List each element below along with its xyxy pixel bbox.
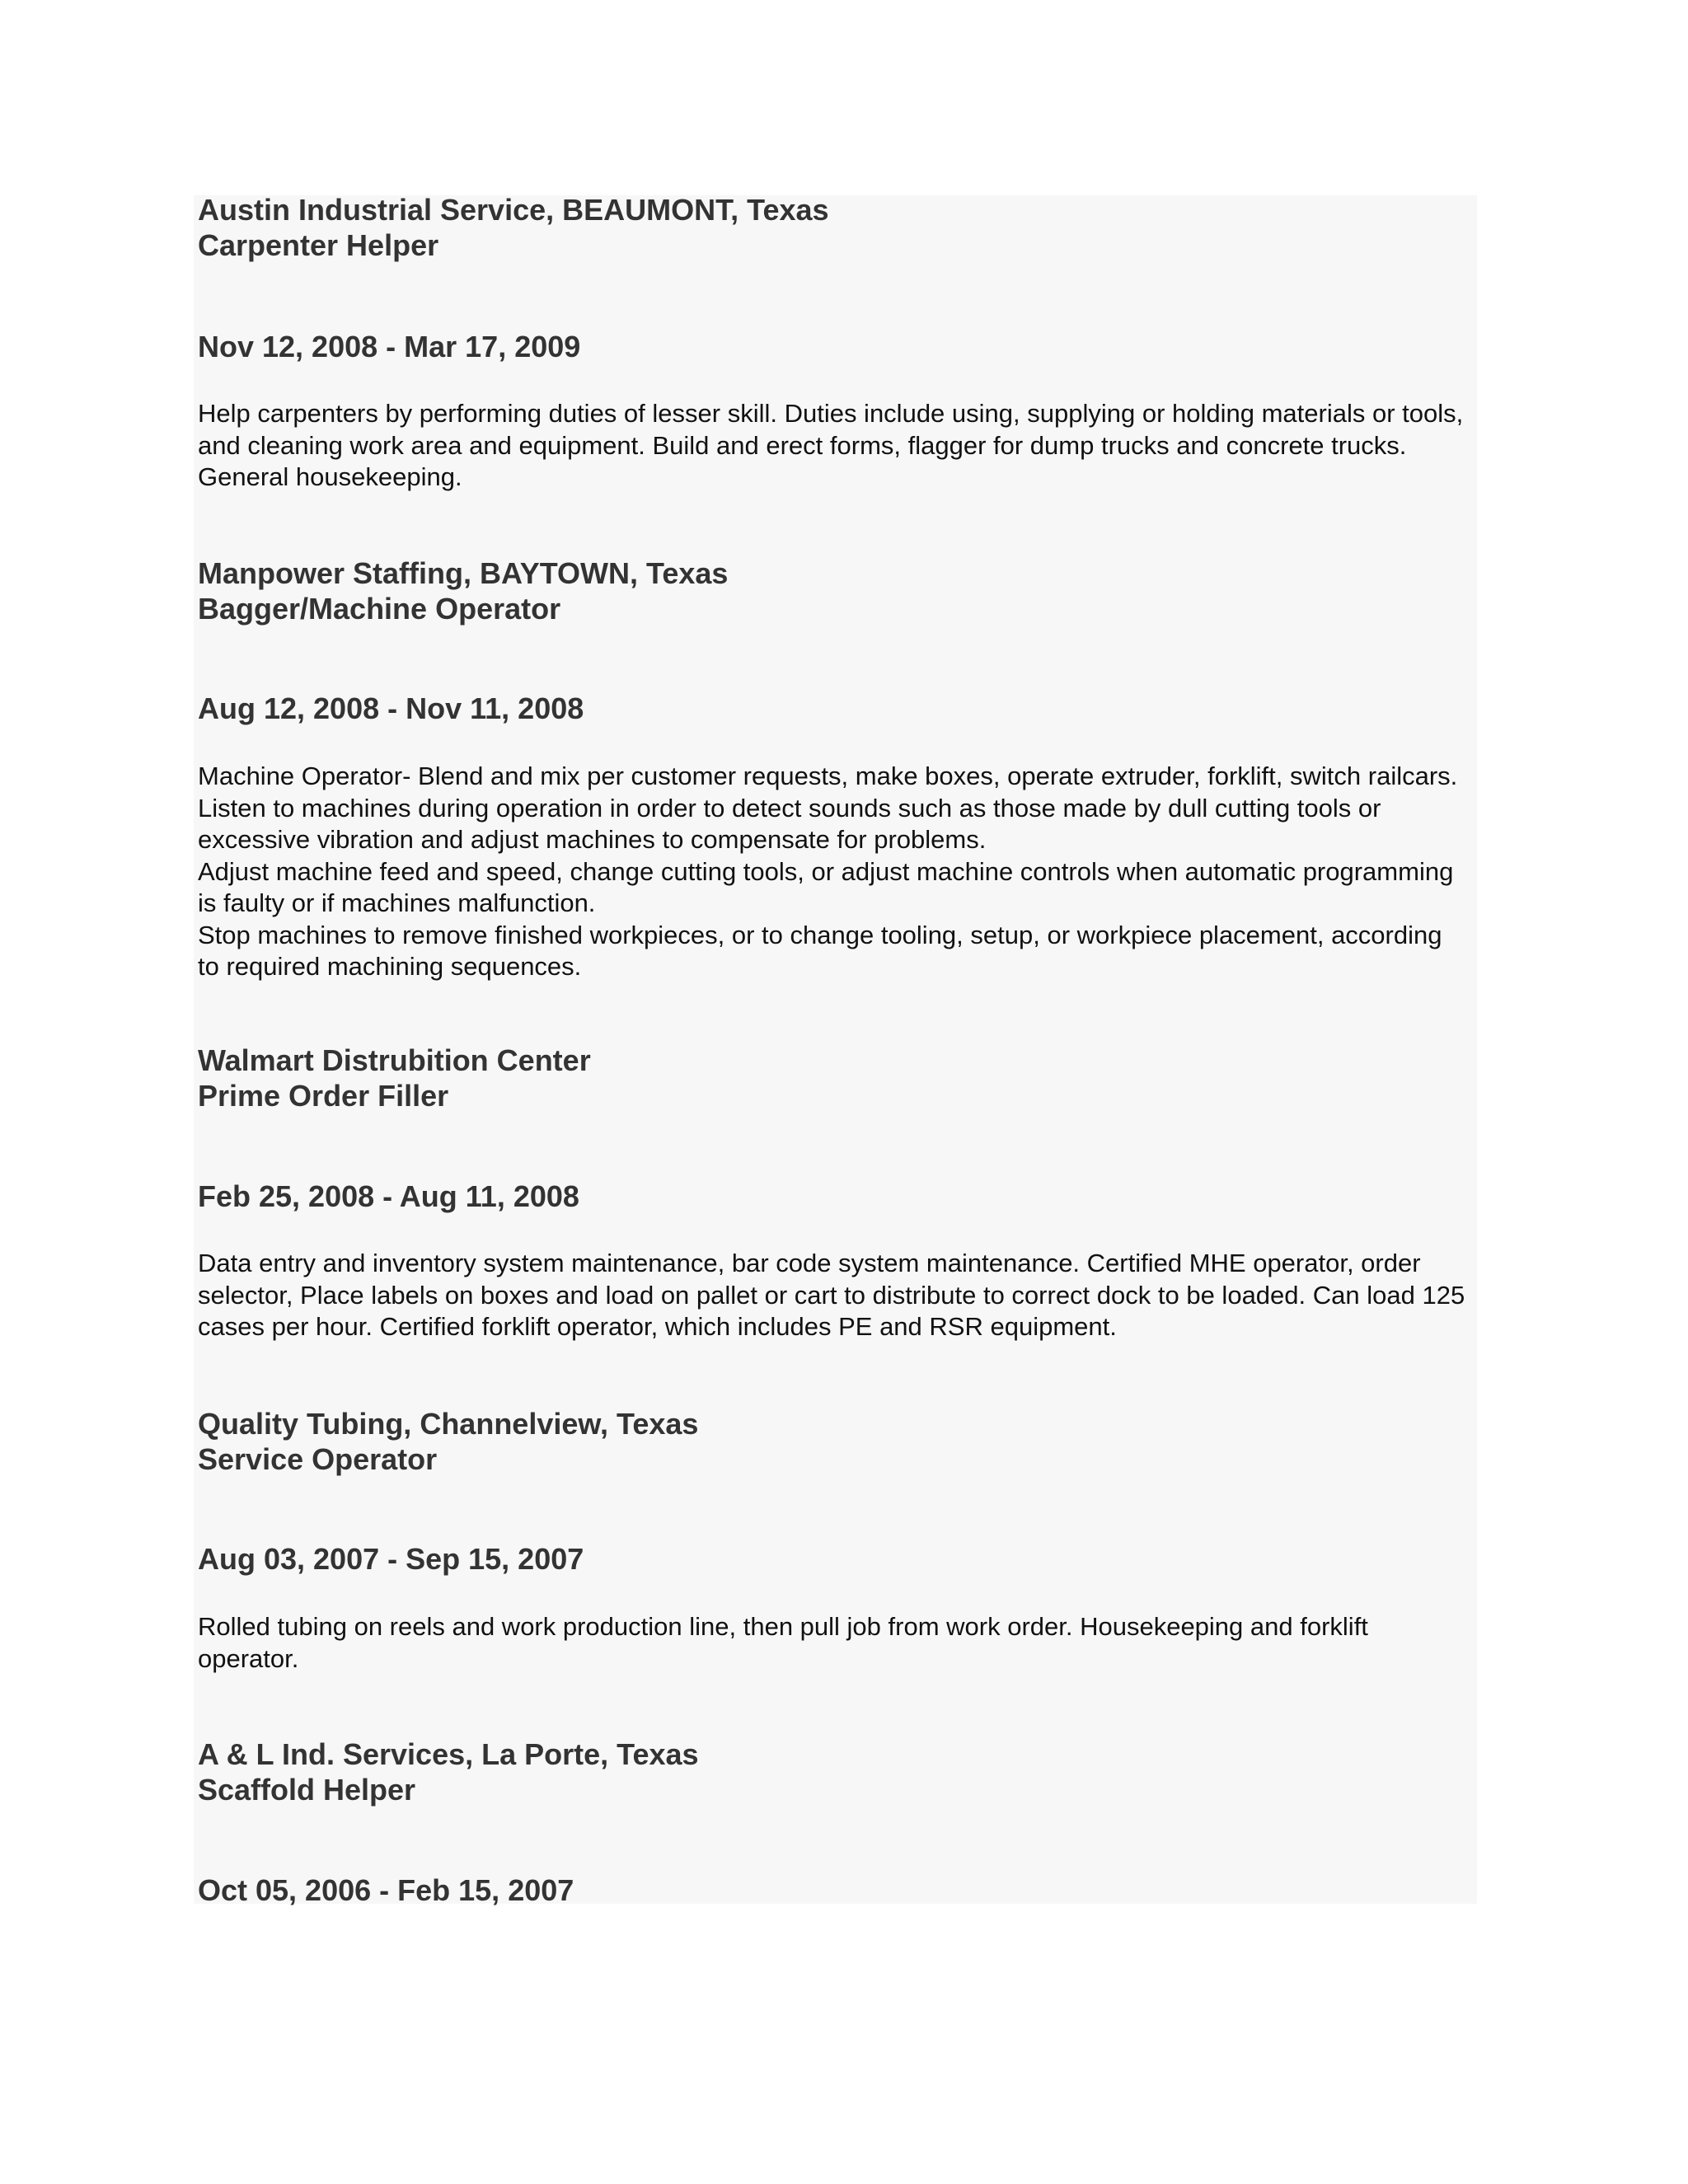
- job-company: A & L Ind. Services, La Porte, Texas: [198, 1737, 699, 1771]
- job-position: Service Operator: [198, 1442, 438, 1476]
- job-dates: Nov 12, 2008 - Mar 17, 2009: [198, 330, 581, 363]
- job-dates: Aug 12, 2008 - Nov 11, 2008: [198, 691, 584, 725]
- job-description: [198, 761, 1467, 983]
- job-position: Bagger/Machine Operator: [198, 592, 561, 626]
- job-entry-walmart: [198, 1043, 1467, 1341]
- job-description: [198, 1248, 1467, 1343]
- job-dates: Feb 25, 2008 - Aug 11, 2008: [198, 1179, 579, 1213]
- job-position: Carpenter Helper: [198, 228, 439, 262]
- job-description: [198, 1611, 1467, 1675]
- job-entry-al-ind-services: [198, 1736, 1467, 1907]
- job-position: Prime Order Filler: [198, 1079, 449, 1113]
- job-company: Manpower Staffing, BAYTOWN, Texas: [198, 556, 729, 590]
- job-company: Austin Industrial Service, BEAUMONT, Texas: [198, 193, 829, 227]
- job-company: Walmart Distrubition Center: [198, 1043, 591, 1077]
- job-dates: Oct 05, 2006 - Feb 15, 2007: [198, 1873, 574, 1907]
- job-company: Quality Tubing, Channelview, Texas: [198, 1407, 699, 1441]
- job-description-paragraph: Data entry and inventory system maintenance, bar code system maintenance. Certified MHE operator, order selector, Place labels on boxes and load on pallet or cart to distribute to correct dock to be loaded. Can load 125 cases per hour. Certified forklift operator, which includes PE and RSR equipment.: [198, 1249, 1465, 1341]
- job-description: [198, 398, 1467, 494]
- job-description-paragraph: Help carpenters by performing duties of lesser skill. Duties include using, supplying or holding materials or tools, and cleaning work area and equipment. Build and erect forms, flagger for dump trucks and concrete trucks. General housekeeping.: [198, 399, 1464, 491]
- job-description-paragraph: Adjust machine feed and speed, change cutting tools, or adjust machine controls when automatic programming is faulty or if machines malfunction.: [198, 856, 1454, 917]
- job-entry-manpower-staffing: [198, 555, 1467, 981]
- job-entry-quality-tubing: [198, 1406, 1467, 1673]
- job-entry-austin-industrial: [198, 192, 1467, 491]
- job-description-paragraph: Stop machines to remove finished workpieces, or to change tooling, setup, or workpiece placement, according to required machining sequences.: [198, 920, 1442, 981]
- job-description-paragraph: Rolled tubing on reels and work production line, then pull job from work order. Housekeeping and forklift operator.: [198, 1612, 1368, 1673]
- job-position: Scaffold Helper: [198, 1773, 416, 1807]
- job-description-paragraph: Machine Operator- Blend and mix per customer requests, make boxes, operate extruder, forklift, switch railcars. Listen to machines during operation in order to detect sounds such as those made by dull cutting tools or excessive vibration and adjust machines to compensate for problems.: [198, 762, 1458, 854]
- job-dates: Aug 03, 2007 - Sep 15, 2007: [198, 1542, 584, 1576]
